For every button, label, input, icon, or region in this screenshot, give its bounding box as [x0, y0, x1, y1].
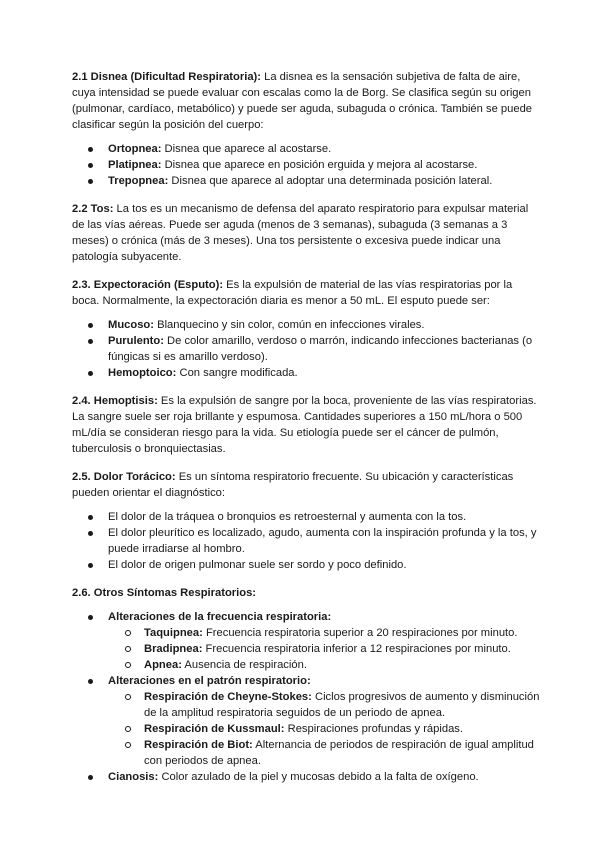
- sub-list-item: [108, 689, 540, 721]
- sub-list-item: [108, 657, 540, 673]
- sub-list-item: [108, 641, 540, 657]
- list-item: [72, 609, 540, 673]
- list-item: [72, 141, 540, 157]
- list-item: El dolor de origen pulmonar suele ser sordo y poco definido.: [72, 557, 540, 573]
- paragraph-text: La disnea es la sensación subjetiva de falta de aire, cuya intensidad se puede evaluar con escalas como la de Borg. Se clasifica según su origen (pulmonar, cardíaco, metabólico) y puede ser aguda, subaguda o crónica. También se puede clasificar según la posición del cuerpo:: [72, 71, 533, 131]
- section-tos: [72, 201, 540, 265]
- paragraph: [72, 585, 540, 601]
- list-item: [72, 365, 540, 381]
- sub-list-item: [108, 737, 540, 769]
- section-title: 2.6. Otros Síntomas Respiratorios:: [72, 587, 257, 599]
- sub-list-item: [108, 721, 540, 737]
- term: Apnea:: [144, 659, 182, 671]
- term-desc: Ciclos progresivos de aumento y disminución de la amplitud respiratoria seguidos de un periodo de apnea.: [144, 691, 540, 719]
- list-item: El dolor de la tráquea o bronquios es retroesternal y aumenta con la tos.: [72, 509, 540, 525]
- list-item: [72, 673, 540, 769]
- section-title: 2.2 Tos:: [72, 203, 114, 215]
- term-desc: Disnea que aparece en posición erguida y mejora al acostarse.: [161, 159, 478, 171]
- paragraph-text: La tos es un mecanismo de defensa del aparato respiratorio para expulsar material de las vías aéreas. Puede ser aguda (menos de 3 semanas), subaguda (3 semanas a 3 meses) o crónica (más de 3 meses). Una tos persistente o excesiva puede indicar una patología subyacente.: [72, 203, 529, 263]
- section-disnea: [72, 69, 540, 189]
- term-desc: Ausencia de respiración.: [181, 659, 307, 671]
- paragraph: [72, 393, 540, 457]
- list-item: [72, 157, 540, 173]
- list-item: [72, 769, 540, 785]
- section-otros-sintomas: [72, 585, 540, 785]
- term: Bradipnea:: [144, 643, 203, 655]
- sub-list-item: [108, 625, 540, 641]
- paragraph: [72, 277, 540, 309]
- list-item: [72, 317, 540, 333]
- bullet-list: [72, 609, 540, 785]
- sub-list: [108, 689, 540, 769]
- term-desc: Con sangre modificada.: [176, 367, 298, 379]
- section-expectoracion: [72, 277, 540, 381]
- term: Cianosis:: [108, 771, 159, 783]
- term: Taquipnea:: [144, 627, 203, 639]
- term-desc: Frecuencia respiratoria inferior a 12 respiraciones por minuto.: [202, 643, 511, 655]
- term-desc: Alternancia de periodos de respiración de igual amplitud con periodos de apnea.: [144, 739, 534, 767]
- term: Platipnea:: [108, 159, 162, 171]
- term-desc: Color azulado de la piel y mucosas debido a la falta de oxígeno.: [158, 771, 479, 783]
- term-desc: Disnea que aparece al acostarse.: [161, 143, 332, 155]
- term: Respiración de Cheyne-Stokes:: [144, 691, 312, 703]
- group-label: Alteraciones en el patrón respiratorio:: [108, 675, 311, 687]
- paragraph-text: Es la expulsión de material de las vías respiratorias por la boca. Normalmente, la expectoración diaria es menor a 50 mL. El esputo puede ser:: [72, 279, 513, 307]
- group-label: Alteraciones de la frecuencia respiratoria:: [108, 611, 332, 623]
- term-desc: Disnea que aparece al adoptar una determinada posición lateral.: [168, 175, 493, 187]
- bullet-list: [72, 141, 540, 189]
- bullet-list: [72, 317, 540, 381]
- section-hemoptisis: [72, 393, 540, 457]
- section-dolor-toracico: [72, 469, 540, 573]
- term: Purulento:: [108, 335, 164, 347]
- list-item: [72, 173, 540, 189]
- list-item: [72, 333, 540, 365]
- term-desc: Blanquecino y sin color, común en infecciones virales.: [154, 319, 425, 331]
- term-desc: Frecuencia respiratoria superior a 20 respiraciones por minuto.: [202, 627, 518, 639]
- paragraph: [72, 201, 540, 265]
- section-title: 2.4. Hemoptisis:: [72, 395, 158, 407]
- term: Trepopnea:: [108, 175, 169, 187]
- paragraph-text: Es la expulsión de sangre por la boca, proveniente de las vías respiratorias. La sangre suele ser roja brillante y espumosa. Cantidades superiores a 150 mL/hora o 500 mL/día se consideran riesgo para la vida. Su etiología puede ser el cáncer de pulmón, tuberculosis o bronquiectasias.: [72, 395, 537, 455]
- term: Respiración de Kussmaul:: [144, 723, 285, 735]
- bullet-list: [72, 509, 540, 573]
- paragraph: [72, 69, 540, 133]
- term-desc: Respiraciones profundas y rápidas.: [284, 723, 463, 735]
- list-item: El dolor pleurítico es localizado, agudo, aumenta con la inspiración profunda y la tos, y puede irradiarse al hombro.: [72, 525, 540, 557]
- term: Hemoptoico:: [108, 367, 177, 379]
- term: Mucoso:: [108, 319, 154, 331]
- sub-list: [108, 625, 540, 673]
- section-title: 2.3. Expectoración (Esputo):: [72, 279, 224, 291]
- section-title: 2.1 Disnea (Dificultad Respiratoria):: [72, 71, 261, 83]
- paragraph: [72, 469, 540, 501]
- term-desc: De color amarillo, verdoso o marrón, indicando infecciones bacterianas (o fúngicas si es amarillo verdoso).: [108, 335, 533, 363]
- section-title: 2.5. Dolor Torácico:: [72, 471, 176, 483]
- paragraph-text: Es un síntoma respiratorio frecuente. Su ubicación y características pueden orientar el diagnóstico:: [72, 471, 514, 499]
- term: Respiración de Biot:: [144, 739, 253, 751]
- term: Ortopnea:: [108, 143, 162, 155]
